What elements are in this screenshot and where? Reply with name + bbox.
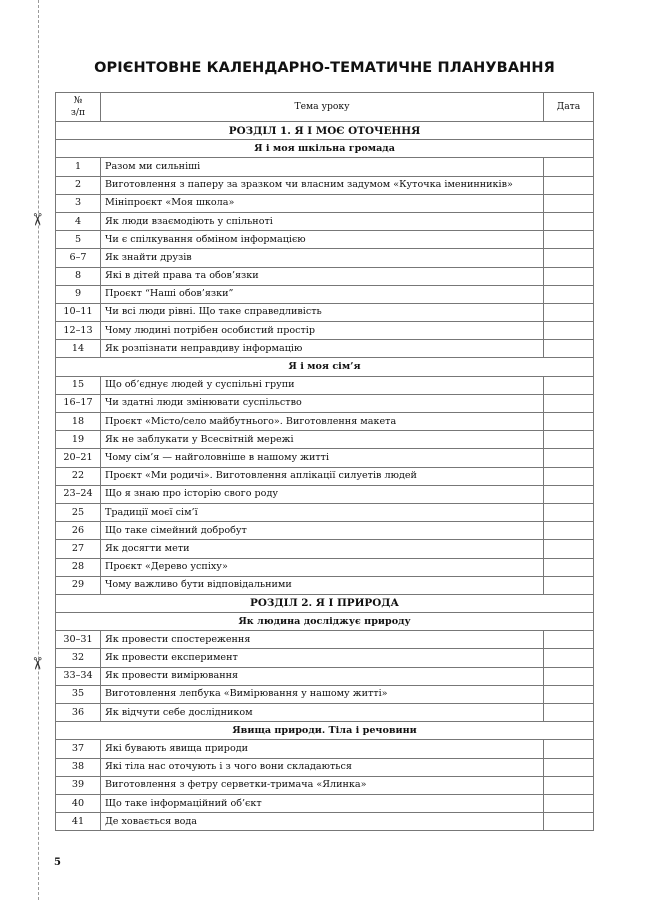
lesson-topic: Як не заблукати у Всесвітній мережі: [101, 431, 544, 449]
lesson-topic: Які в дітей права та обов’язки: [101, 267, 544, 285]
table-row: [56, 540, 594, 558]
lesson-number: 22: [56, 467, 101, 485]
lesson-topic: Мініпроєкт «Моя школа»: [101, 194, 544, 212]
lesson-topic: Як розпізнати неправдиву інформацію: [101, 340, 544, 358]
lesson-topic: Проєкт «Ми родичі». Виготовлення аплікації силуетів людей: [101, 467, 544, 485]
lesson-number: 2: [56, 176, 101, 194]
lesson-date-cell: [544, 776, 594, 794]
lesson-topic: Як люди взаємодіють у спільноті: [101, 212, 544, 230]
subsection-row: [56, 358, 594, 376]
lesson-date-cell: [544, 540, 594, 558]
subsection-row: [56, 722, 594, 740]
lesson-date-cell: [544, 449, 594, 467]
lesson-number: 32: [56, 649, 101, 667]
lesson-date-cell: [544, 285, 594, 303]
table-row: [56, 285, 594, 303]
scissors-icon: ✂: [26, 212, 47, 227]
section-row: [56, 122, 594, 140]
lesson-number: 19: [56, 431, 101, 449]
lesson-date-cell: [544, 431, 594, 449]
table-row: [56, 413, 594, 431]
lesson-topic: Як знайти друзів: [101, 249, 544, 267]
subsection-row: [56, 613, 594, 631]
lesson-date-cell: [544, 576, 594, 594]
table-row: [56, 467, 594, 485]
table-row: [56, 303, 594, 321]
lesson-date-cell: [544, 413, 594, 431]
table-row: [56, 758, 594, 776]
table-row: [56, 576, 594, 594]
section-row: [56, 594, 594, 612]
lesson-number: 23–24: [56, 485, 101, 503]
lesson-topic: Чи є спілкування обміном інформацією: [101, 231, 544, 249]
subsection-heading: Явища природи. Тіла і речовини: [56, 722, 594, 740]
lesson-date-cell: [544, 176, 594, 194]
planning-table: [55, 92, 594, 831]
lesson-number: 4: [56, 212, 101, 230]
lesson-topic: Чи здатні люди змінювати суспільство: [101, 394, 544, 412]
lesson-date-cell: [544, 558, 594, 576]
subsection-heading: Я і моя шкільна громада: [56, 140, 594, 158]
lesson-topic: Чи всі люди рівні. Що таке справедливість: [101, 303, 544, 321]
lesson-date-cell: [544, 503, 594, 521]
lesson-number: 35: [56, 685, 101, 703]
table-row: [56, 194, 594, 212]
scissors-icon: ✂: [26, 656, 47, 671]
lesson-topic: Де ховається вода: [101, 813, 544, 831]
lesson-number: 9: [56, 285, 101, 303]
lesson-number: 1: [56, 158, 101, 176]
lesson-date-cell: [544, 794, 594, 812]
table-row: [56, 776, 594, 794]
lesson-number: 25: [56, 503, 101, 521]
lesson-topic: Виготовлення лепбука «Вимірювання у нашому житті»: [101, 685, 544, 703]
lesson-topic: Традиції моєї сім’ї: [101, 503, 544, 521]
lesson-date-cell: [544, 704, 594, 722]
table-row: [56, 340, 594, 358]
table-row: [56, 267, 594, 285]
lesson-topic: Виготовлення з паперу за зразком чи власним задумом «Куточка іменинників»: [101, 176, 544, 194]
lesson-date-cell: [544, 631, 594, 649]
table-row: [56, 449, 594, 467]
lesson-topic: Як провести вимірювання: [101, 667, 544, 685]
lesson-topic: Що я знаю про історію свого роду: [101, 485, 544, 503]
page-title: ОРІЄНТОВНЕ КАЛЕНДАРНО-ТЕМАТИЧНЕ ПЛАНУВАННЯ: [94, 60, 555, 76]
lesson-topic: Які тіла нас оточують і з чого вони складаються: [101, 758, 544, 776]
lesson-topic: Як провести спостереження: [101, 631, 544, 649]
table-row: [56, 740, 594, 758]
lesson-topic: Проєкт “Наші обов’язки”: [101, 285, 544, 303]
table-row: [56, 794, 594, 812]
table-row: [56, 394, 594, 412]
lesson-topic: Проєкт «Дерево успіху»: [101, 558, 544, 576]
lesson-number: 33–34: [56, 667, 101, 685]
header-topic: Тема уроку: [101, 93, 544, 122]
table-row: [56, 431, 594, 449]
lesson-number: 10–11: [56, 303, 101, 321]
table-row: [56, 649, 594, 667]
lesson-number: 36: [56, 704, 101, 722]
lesson-date-cell: [544, 322, 594, 340]
lesson-date-cell: [544, 740, 594, 758]
lesson-number: 40: [56, 794, 101, 812]
table-row: [56, 522, 594, 540]
table-row: [56, 176, 594, 194]
lesson-date-cell: [544, 667, 594, 685]
lesson-number: 37: [56, 740, 101, 758]
table-row: [56, 704, 594, 722]
lesson-date-cell: [544, 485, 594, 503]
lesson-date-cell: [544, 813, 594, 831]
lesson-number: 15: [56, 376, 101, 394]
lesson-number: 6–7: [56, 249, 101, 267]
lesson-topic: Чому важливо бути відповідальними: [101, 576, 544, 594]
lesson-topic: Чому людині потрібен особистий простір: [101, 322, 544, 340]
lesson-topic: Як досягти мети: [101, 540, 544, 558]
lesson-number: 16–17: [56, 394, 101, 412]
lesson-date-cell: [544, 249, 594, 267]
lesson-date-cell: [544, 194, 594, 212]
table-row: [56, 485, 594, 503]
table-row: [56, 503, 594, 521]
lesson-date-cell: [544, 303, 594, 321]
subsection-heading: Як людина досліджує природу: [56, 613, 594, 631]
header-date: Дата: [544, 93, 594, 122]
table-body: [56, 122, 594, 831]
section-heading: РОЗДІЛ 1. Я І МОЄ ОТОЧЕННЯ: [56, 122, 594, 140]
table-row: [56, 212, 594, 230]
table-row: [56, 685, 594, 703]
lesson-topic: Чому сім’я — найголовніше в нашому житті: [101, 449, 544, 467]
lesson-number: 18: [56, 413, 101, 431]
lesson-topic: Разом ми сильніші: [101, 158, 544, 176]
table-row: [56, 813, 594, 831]
table-row: [56, 322, 594, 340]
table-row: [56, 667, 594, 685]
lesson-date-cell: [544, 522, 594, 540]
lesson-topic: Що об’єднує людей у суспільні групи: [101, 376, 544, 394]
lesson-date-cell: [544, 376, 594, 394]
section-heading: РОЗДІЛ 2. Я І ПРИРОДА: [56, 594, 594, 612]
lesson-date-cell: [544, 394, 594, 412]
lesson-number: 14: [56, 340, 101, 358]
lesson-date-cell: [544, 231, 594, 249]
lesson-date-cell: [544, 467, 594, 485]
lesson-date-cell: [544, 649, 594, 667]
cut-line: [38, 0, 39, 900]
lesson-date-cell: [544, 340, 594, 358]
lesson-number: 38: [56, 758, 101, 776]
lesson-number: 39: [56, 776, 101, 794]
lesson-topic: Як відчути себе дослідником: [101, 704, 544, 722]
lesson-date-cell: [544, 758, 594, 776]
table-row: [56, 631, 594, 649]
page-number: 5: [54, 857, 61, 868]
lesson-number: 5: [56, 231, 101, 249]
lesson-number: 29: [56, 576, 101, 594]
lesson-number: 20–21: [56, 449, 101, 467]
lesson-number: 26: [56, 522, 101, 540]
lesson-date-cell: [544, 685, 594, 703]
lesson-topic: Виготовлення з фетру серветки-тримача «Ялинка»: [101, 776, 544, 794]
table-header: [56, 93, 594, 122]
lesson-number: 41: [56, 813, 101, 831]
lesson-number: 30–31: [56, 631, 101, 649]
header-number: № з/п: [56, 93, 101, 122]
table-row: [56, 558, 594, 576]
table-row: [56, 231, 594, 249]
lesson-number: 27: [56, 540, 101, 558]
lesson-topic: Що таке інформаційний об’єкт: [101, 794, 544, 812]
subsection-heading: Я і моя сім’я: [56, 358, 594, 376]
lesson-number: 12–13: [56, 322, 101, 340]
table-row: [56, 249, 594, 267]
lesson-topic: Проєкт «Місто/село майбутнього». Виготовлення макета: [101, 413, 544, 431]
lesson-number: 28: [56, 558, 101, 576]
lesson-topic: Які бувають явища природи: [101, 740, 544, 758]
lesson-number: 3: [56, 194, 101, 212]
lesson-topic: Що таке сімейний добробут: [101, 522, 544, 540]
lesson-date-cell: [544, 158, 594, 176]
subsection-row: [56, 140, 594, 158]
lesson-number: 8: [56, 267, 101, 285]
lesson-date-cell: [544, 212, 594, 230]
lesson-date-cell: [544, 267, 594, 285]
lesson-topic: Як провести експеримент: [101, 649, 544, 667]
table-row: [56, 376, 594, 394]
table-row: [56, 158, 594, 176]
